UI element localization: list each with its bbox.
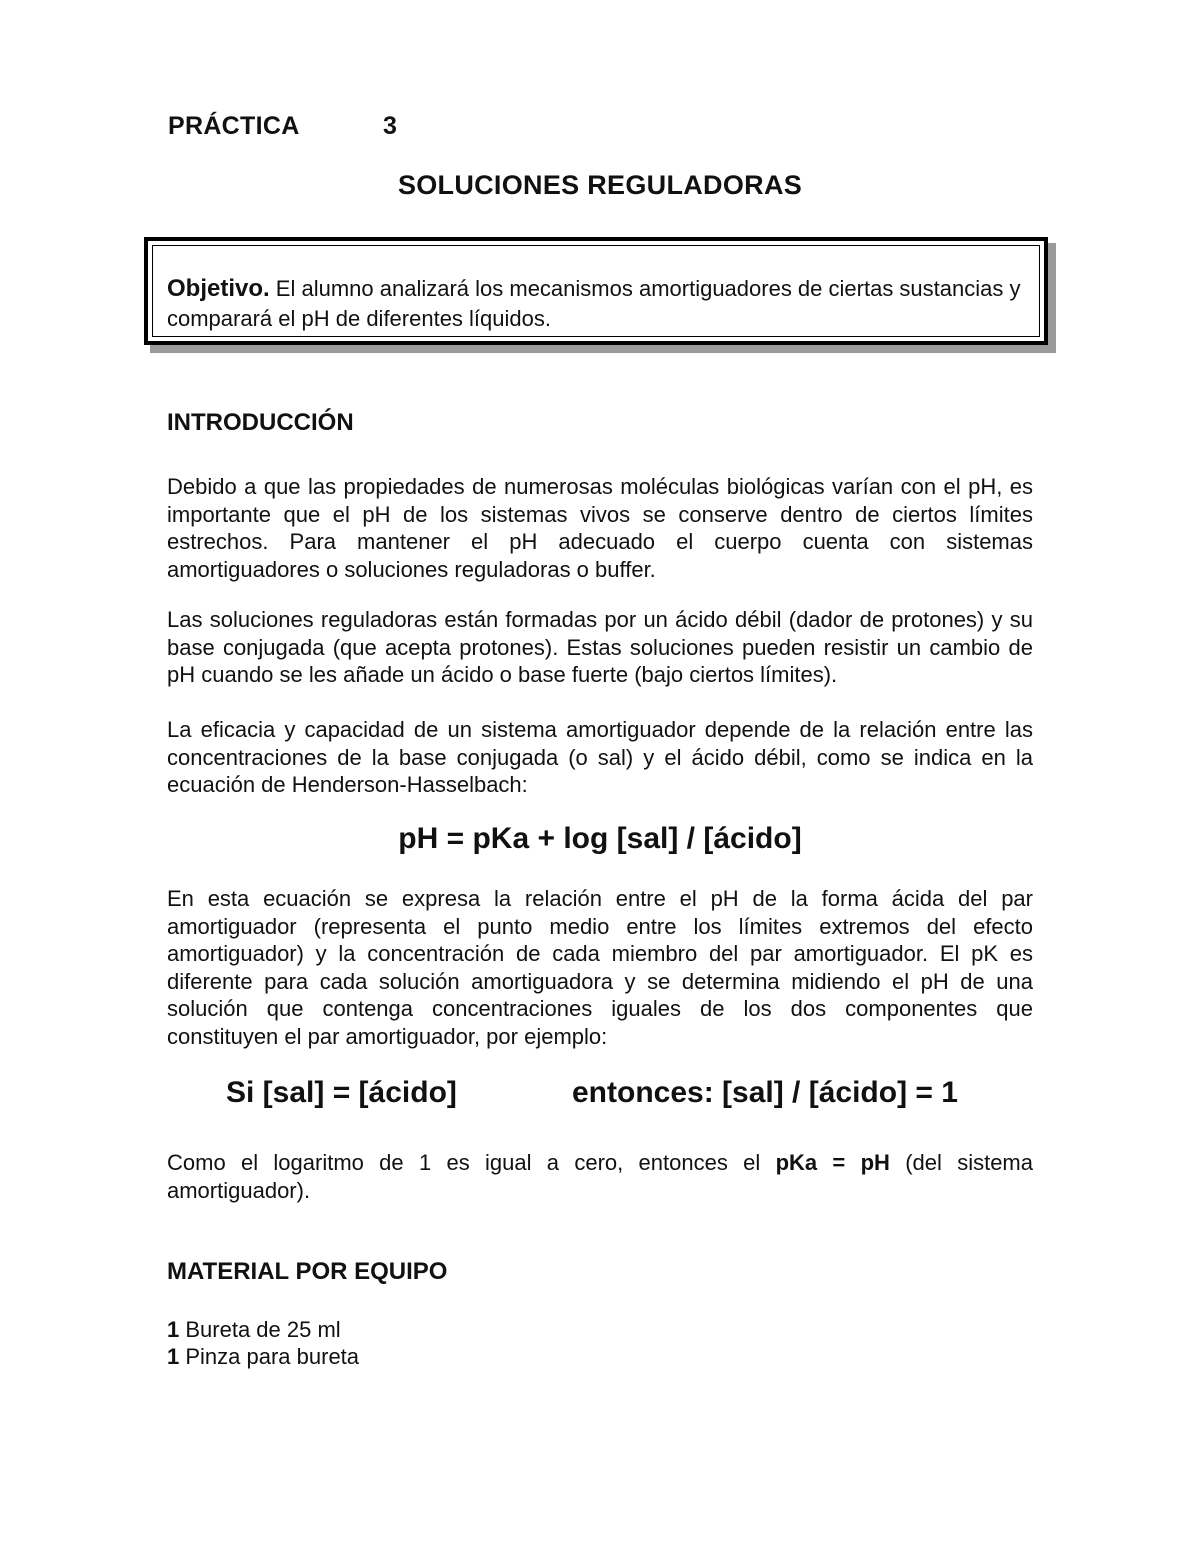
- intro-paragraph-1: Debido a que las propiedades de numerosas moléculas biológicas varían con el pH, es importante que el pH de los sistemas vivos se conserve dentro de ciertos límites estrechos. Para mantener el pH adecuado el cuerpo cuenta con sistemas amortiguadores o soluciones reguladoras o buffer.: [167, 474, 1033, 582]
- intro-paragraph-3: La eficacia y capacidad de un sistema amortiguador depende de la relación entre las concentraciones de la base conjugada (o sal) y el ácido débil, como se indica en la ecuación de Henderson-Hasselbach:: [167, 717, 1033, 797]
- p5-text-after: (del sistema amortiguador).: [167, 1150, 1033, 1203]
- p5-text-before: Como el logaritmo de 1 es igual a cero, entonces el: [167, 1150, 776, 1175]
- introduction-heading: INTRODUCCIÓN: [167, 409, 354, 436]
- objective-label: Objetivo.: [167, 275, 270, 302]
- list-item: [167, 1316, 341, 1344]
- intro-paragraph-4: En esta ecuación se expresa la relación entre el pH de la forma ácida del par amortiguador (representa el punto medio entre los límites extremos del efecto amortiguador) y la concentración de cada miembro del par amortiguador. El pK es diferente para cada solución amortiguadora y se determina midiendo el pH de una solución que contenga concentraciones iguales de los dos componentes que constituyen el par amortiguador, por ejemplo:: [167, 886, 1033, 1049]
- item-quantity: 1: [167, 1344, 180, 1369]
- objective-text: [167, 274, 1027, 334]
- p5-bold-text: pKa = pH: [775, 1150, 890, 1175]
- list-item: [167, 1343, 359, 1371]
- example-equation-right: entonces: [sal] / [ácido] = 1: [572, 1076, 958, 1109]
- item-quantity: 1: [167, 1317, 180, 1342]
- item-text: Pinza para bureta: [179, 1344, 360, 1369]
- practica-number: 3: [383, 112, 397, 140]
- item-text: Bureta de 25 ml: [179, 1317, 341, 1342]
- example-equation-left: Si [sal] = [ácido]: [226, 1076, 457, 1109]
- intro-paragraph-2: Las soluciones reguladoras están formadas por un ácido débil (dador de protones) y su base conjugada (que acepta protones). Estas soluciones pueden resistir un cambio de pH cuando se les añade un ácido o base fuerte (bajo ciertos límites).: [167, 607, 1033, 687]
- page-title: SOLUCIONES REGULADORAS: [397, 170, 803, 200]
- materials-heading: MATERIAL POR EQUIPO: [167, 1258, 448, 1285]
- henderson-hasselbach-equation: pH = pKa + log [sal] / [ácido]: [398, 822, 802, 855]
- practica-label: PRÁCTICA: [168, 112, 300, 140]
- intro-paragraph-5: [167, 1149, 1033, 1204]
- objective-body: El alumno analizará los mecanismos amortiguadores de ciertas sustancias y comparará el pH de diferentes líquidos.: [167, 276, 1021, 331]
